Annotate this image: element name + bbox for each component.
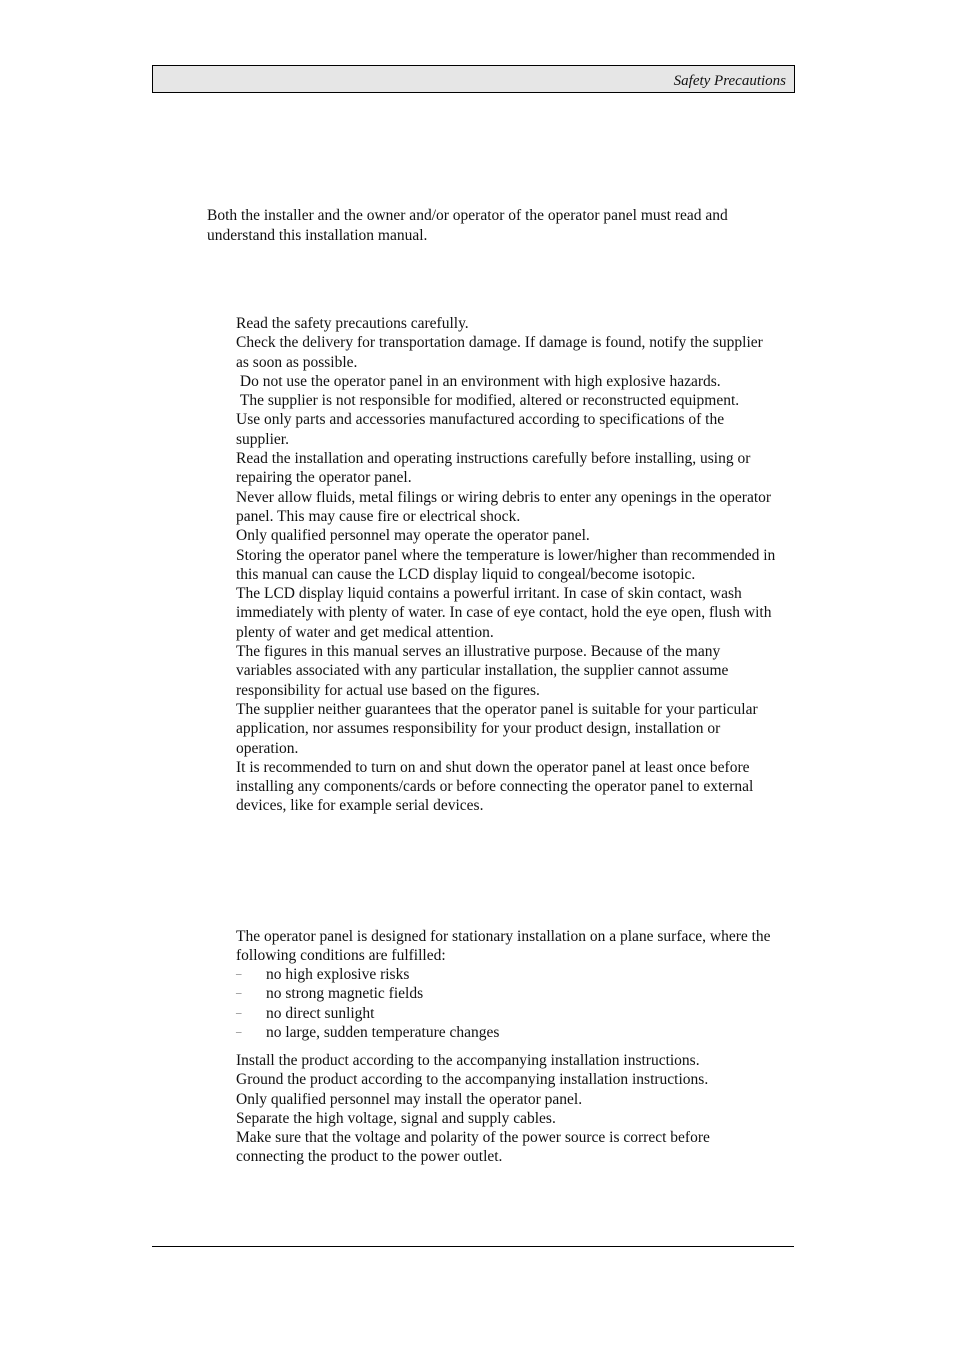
precaution-item: The figures in this manual serves an illustrative purpose. Because of the many variables associated with any particular installation, the supplier cannot assume responsibility for actual use based on the figures. bbox=[236, 643, 729, 699]
precaution-item: Read the safety precautions carefully. bbox=[236, 315, 469, 332]
page-header bbox=[152, 65, 795, 93]
precaution-item: Never allow fluids, metal filings or wiring debris to enter any openings in the operator panel. This may cause fire or electrical shock. bbox=[236, 488, 772, 525]
intro-paragraph: Both the installer and the owner and/or operator of the operator panel must read and understand this installation manual. bbox=[207, 207, 728, 244]
precaution-item: Read the installation and operating instructions carefully before installing, using or repairing the operator panel. bbox=[236, 450, 751, 487]
precaution-item: Check the delivery for transportation damage. If damage is found, notify the supplier as soon as possible. bbox=[236, 334, 763, 371]
instruction-item: Ground the product according to the accompanying installation instructions. bbox=[236, 1071, 709, 1089]
precaution-item: Do not use the operator panel in an environment with high explosive hazards. bbox=[236, 372, 721, 390]
instruction-item: Only qualified personnel may install the operator panel. bbox=[236, 1090, 583, 1108]
dash-bullet-icon: – bbox=[236, 987, 242, 1000]
precaution-item: The LCD display liquid contains a powerful irritant. In case of skin contact, wash immediately with plenty of water. In case of eye contact, hold the eye open, flush with plenty of water and get medical attention. bbox=[236, 585, 772, 641]
instruction-item: Make sure that the voltage and polarity of the power source is correct before connecting the product to the power outlet. bbox=[236, 1129, 710, 1166]
general-precautions-list bbox=[236, 314, 776, 816]
condition-item bbox=[236, 1004, 756, 1023]
installation-instructions-list bbox=[236, 1051, 776, 1167]
dash-bullet-icon: – bbox=[236, 1006, 242, 1019]
instruction-item: Install the product according to the accompanying installation instructions. bbox=[236, 1052, 700, 1069]
condition-item bbox=[236, 984, 756, 1003]
condition-item bbox=[236, 1023, 756, 1042]
footer-divider bbox=[152, 1246, 794, 1247]
condition-text: no strong magnetic fields bbox=[266, 985, 424, 1003]
precaution-item: Use only parts and accessories manufactured according to specifications of the supplier. bbox=[236, 411, 725, 448]
condition-text: no direct sunlight bbox=[266, 1004, 375, 1022]
dash-bullet-icon: – bbox=[236, 968, 242, 980]
precaution-item: Storing the operator panel where the temperature is lower/higher than recommended in this manual can cause the LCD display liquid to congeal/become isotopic. bbox=[236, 546, 776, 583]
condition-text: no large, sudden temperature changes bbox=[266, 1023, 500, 1041]
condition-item bbox=[236, 965, 756, 984]
instruction-item: Separate the high voltage, signal and supply cables. bbox=[236, 1109, 556, 1127]
precaution-item: The supplier neither guarantees that the operator panel is suitable for your particular application, nor assumes responsibility for your product design, installation or operation. bbox=[236, 700, 758, 757]
installation-conditions-list bbox=[236, 965, 756, 1042]
precaution-item: Only qualified personnel may operate the operator panel. bbox=[236, 527, 590, 545]
precaution-item: The supplier is not responsible for modified, altered or reconstructed equipment. bbox=[236, 392, 740, 410]
precaution-item: It is recommended to turn on and shut down the operator panel at least once before installing any components/cards or before connecting the operator panel to external devices, like for example serial devices. bbox=[236, 758, 754, 815]
condition-text: no high explosive risks bbox=[266, 966, 410, 983]
installation-intro: The operator panel is designed for stationary installation on a plane surface, where the following conditions are fulfilled: bbox=[236, 928, 771, 965]
header-title: Safety Precautions bbox=[673, 73, 786, 89]
dash-bullet-icon: – bbox=[236, 1025, 242, 1038]
